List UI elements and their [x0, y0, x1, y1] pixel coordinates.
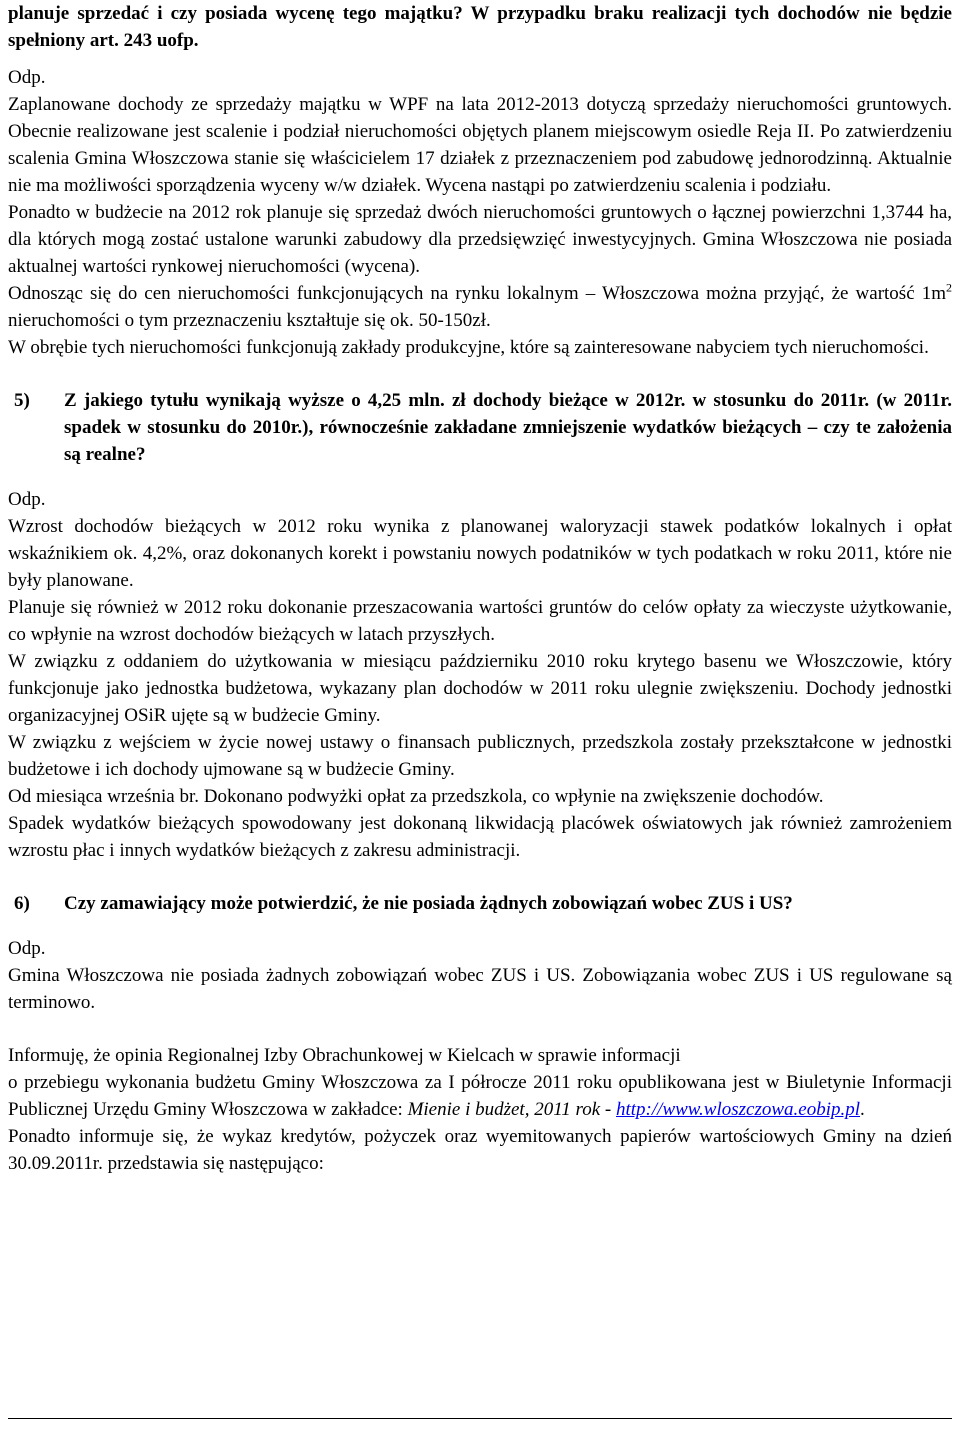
answer5-paragraph-2: Planuje się również w 2012 roku dokonanie przeszacowania wartości gruntów do celów opłaty za wieczyste użytkowanie, co wpłynie na wzrost dochodów bieżących w latach przyszłych.: [8, 597, 952, 645]
answer4-paragraph-2: Ponadto w budżecie na 2012 rok planuje się sprzedaż dwóch nieruchomości gruntowych o łącznej powierzchni 1,3744 ha, dla których mogą zostać ustalone warunki zabudowy dla przedsięwzięć inwestycyjnych. Gmina Włoszczowa nie posiada aktualnej wartości rynkowej nieruchomości (wycena).: [8, 202, 952, 277]
answer-label-5: Odp.: [8, 489, 46, 510]
answer4-p3-start: Odnosząc się do cen nieruchomości funkcjonujących na rynku lokalnym – Włoszczowa można przyjąć, że wartość 1m: [8, 283, 946, 304]
answer4-paragraph-3: [8, 280, 952, 334]
answer5-paragraph-1: Wzrost dochodów bieżących w 2012 roku wynika z planowanej waloryzacji stawek podatków lokalnych i opłat wskaźnikiem ok. 4,2%, oraz dokonanych korekt i powstaniu nowych podatników w tych podatkach w roku 2011, które nie były planowane.: [8, 516, 952, 591]
superscript-2: 2: [946, 280, 952, 295]
bottom-rule: [8, 1418, 952, 1419]
bip-link[interactable]: http://www.wloszczowa.eobip.pl: [616, 1099, 861, 1120]
closing-link-suffix: .: [860, 1099, 865, 1120]
question-6: [8, 890, 952, 917]
closing-last-paragraph: Ponadto informuje się, że wykaz kredytów, pożyczek oraz wyemitowanych papierów wartościowych Gminy na dzień 30.09.2011r. przedstawia się następująco:: [8, 1126, 952, 1174]
closing-line-1: Informuję, że opinia Regionalnej Izby Obrachunkowej w Kielcach w sprawie informacji: [8, 1045, 681, 1066]
answer-label-6: Odp.: [8, 938, 46, 959]
closing-italic-text: Mienie i budżet, 2011 rok -: [407, 1099, 616, 1120]
intro-question: planuje sprzedać i czy posiada wycenę tego majątku? W przypadku braku realizacji tych dochodów nie będzie spełniony art. 243 uofp.: [8, 3, 952, 51]
closing-paragraph: [8, 1069, 952, 1123]
answer5-paragraph-5: Od miesiąca września br. Dokonano podwyżki opłat za przedszkola, co wpłynie na zwiększenie dochodów.: [8, 786, 824, 807]
answer-label-4: Odp.: [8, 67, 46, 88]
question-5: [8, 387, 952, 468]
answer6-paragraph: Gmina Włoszczowa nie posiada żadnych zobowiązań wobec ZUS i US. Zobowiązania wobec ZUS i US regulowane są terminowo.: [8, 965, 952, 1013]
answer5-paragraph-6: Spadek wydatków bieżących spowodowany jest dokonaną likwidacją placówek oświatowych jak również zamrożeniem wzrostu płac i innych wydatków bieżących z zakresu administracji.: [8, 813, 952, 861]
question-5-text: Z jakiego tytułu wynikają wyższe o 4,25 mln. zł dochody bieżące w 2012r. w stosunku do 2011r. (w 2011r. spadek w stosunku do 2010r.), równocześnie zakładane zmniejszenie wydatków bieżących – czy te założenia są realne?: [64, 390, 952, 465]
answer4-paragraph-1: Zaplanowane dochody ze sprzedaży majątku w WPF na lata 2012-2013 dotyczą sprzedaży nieruchomości gruntowych. Obecnie realizowane jest scalenie i podział nieruchomości objętych planem miejscowym osiedle Reja II. Po zatwierdzeniu scalenia Gmina Włoszczowa stanie się właścicielem 17 działek z przeznaczeniem pod zabudowę jednorodzinną. Aktualnie nie ma możliwości sporządzenia wyceny w/w działek. Wycena nastąpi po zatwierdzeniu scalenia i podziału.: [8, 94, 952, 196]
answer4-paragraph-4: W obrębie tych nieruchomości funkcjonują zakłady produkcyjne, które są zainteresowane nabyciem tych nieruchomości.: [8, 337, 929, 358]
closing-text: o przebiegu wykonania budżetu Gminy Włoszczowa za I półrocze 2011 roku opublikowana jest w Biuletynie Informacji Publicznej Urzędu Gminy Włoszczowa w zakładce:: [8, 1072, 952, 1120]
answer5-paragraph-4: W związku z wejściem w życie nowej ustawy o finansach publicznych, przedszkola zostały przekształcone w jednostki budżetowe i ich dochody ujmowane są w budżecie Gminy.: [8, 732, 952, 780]
document-page: [8, 0, 952, 1177]
question-6-number: 6): [14, 893, 30, 914]
question-6-text: Czy zamawiający może potwierdzić, że nie posiada żądnych zobowiązań wobec ZUS i US?: [64, 893, 793, 914]
question-5-number: 5): [14, 390, 30, 411]
answer5-paragraph-3: W związku z oddaniem do użytkowania w miesiącu październiku 2010 roku krytego basenu we Włoszczowie, który funkcjonuje jako jednostka budżetowa, wykazany plan dochodów w 2011 roku ulegnie zwiększeniu. Dochody jednostki organizacyjnej OSiR ujęte są w budżecie Gminy.: [8, 651, 952, 726]
answer4-p3-end: nieruchomości o tym przeznaczeniu kształtuje się ok. 50-150zł.: [8, 310, 491, 331]
